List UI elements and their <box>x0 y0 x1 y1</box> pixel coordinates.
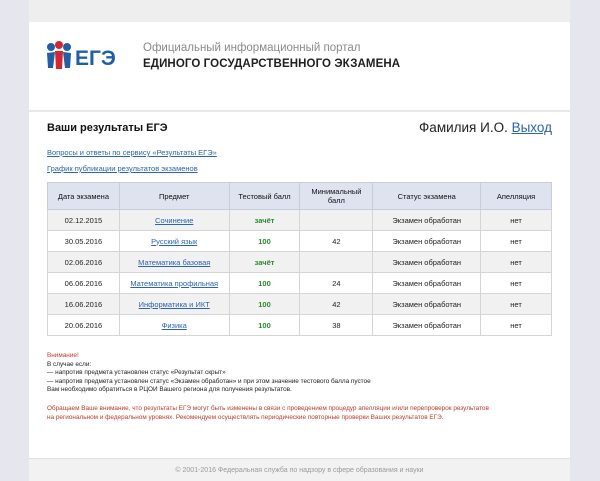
cell-appeal: нет <box>481 252 552 273</box>
cell-subject[interactable] <box>119 294 229 315</box>
cell-appeal: нет <box>481 273 552 294</box>
schedule-link[interactable]: График публикации результатов экзаменов <box>47 164 198 173</box>
table-row <box>48 273 552 294</box>
attention-notice <box>47 352 552 395</box>
cell-status: Экзамен обработан <box>373 315 481 336</box>
cell-subject[interactable] <box>119 252 229 273</box>
copyright-text: © 2001-2016 Федеральная служба по надзору в сфере образования и науки <box>175 467 424 474</box>
cell-date: 06.06.2016 <box>48 273 120 294</box>
results-table <box>47 182 552 336</box>
cell-subject[interactable] <box>119 210 229 231</box>
cell-subject[interactable] <box>119 273 229 294</box>
notice-line: В случае если: <box>47 360 92 368</box>
cell-date: 02.06.2016 <box>48 252 120 273</box>
notice-line: на региональном и федеральном уровнях. Рекомендуем осуществлять периодические повторные проверки Ваших результатов ЕГЭ. <box>47 414 444 422</box>
page-container <box>29 22 570 480</box>
cell-subject[interactable] <box>119 231 229 252</box>
cell-subject[interactable] <box>119 315 229 336</box>
cell-status: Экзамен обработан <box>373 252 481 273</box>
results-change-notice <box>47 404 552 422</box>
portal-subtitle: Официальный информационный портал <box>143 42 361 54</box>
subject-link[interactable]: Информатика и ИКТ <box>138 299 210 309</box>
cell-score: зачёт <box>229 252 300 273</box>
table-row <box>48 210 552 231</box>
cell-min-score: 38 <box>300 315 373 336</box>
table-row <box>48 315 552 336</box>
cell-appeal: нет <box>481 231 552 252</box>
header-status: Статус экзамена <box>373 183 481 210</box>
portal-title: ЕДИНОГО ГОСУДАРСТВЕННОГО ЭКЗАМЕНА <box>143 58 401 70</box>
cell-date: 02.12.2015 <box>48 210 120 231</box>
subject-link[interactable]: Математика базовая <box>138 257 211 267</box>
cell-min-score <box>300 252 373 273</box>
cell-date: 30.05.2016 <box>48 231 120 252</box>
header-appeal: Апелляция <box>481 183 552 210</box>
ege-logo-icon[interactable] <box>45 40 137 72</box>
user-name: Фамилия И.О. <box>419 120 508 135</box>
cell-min-score: 24 <box>300 273 373 294</box>
table-row <box>48 231 552 252</box>
site-header <box>29 22 570 112</box>
cell-status: Экзамен обработан <box>373 231 481 252</box>
cell-status: Экзамен обработан <box>373 210 481 231</box>
header-subject: Предмет <box>119 183 229 210</box>
table-header-row <box>48 183 552 210</box>
cell-min-score: 42 <box>300 294 373 315</box>
header-date: Дата экзамена <box>48 183 120 210</box>
cell-date: 16.06.2016 <box>48 294 120 315</box>
cell-score: 100 <box>229 294 300 315</box>
cell-appeal: нет <box>481 294 552 315</box>
subject-link[interactable]: Сочинение <box>155 215 194 225</box>
cell-min-score: 42 <box>300 231 373 252</box>
subject-link[interactable]: Математика профильная <box>130 278 219 288</box>
logout-link[interactable]: Выход <box>511 120 552 135</box>
notice-line: — напротив предмета установлен статус «Результат скрыт» <box>47 369 226 377</box>
logo-text: ЕГЭ <box>75 47 116 70</box>
cell-score: 100 <box>229 315 300 336</box>
cell-score: зачёт <box>229 210 300 231</box>
header-test-score: Тестовый балл <box>229 183 300 210</box>
faq-link[interactable]: Вопросы и ответы по сервису «Результаты ЕГЭ» <box>47 148 217 157</box>
notice-line: — напротив предмета установлен статус «Экзамен обработан» и при этом значение тестового балла пустое <box>47 377 371 385</box>
table-row <box>48 294 552 315</box>
site-footer <box>29 458 570 481</box>
top-strip <box>29 0 570 23</box>
cell-appeal: нет <box>481 210 552 231</box>
notice-line: Вам необходимо обратиться в РЦОИ Вашего региона для получения результатов. <box>47 386 292 394</box>
subject-link[interactable]: Русский язык <box>151 236 198 246</box>
cell-min-score <box>300 210 373 231</box>
notice-line: Обращаем Ваше внимание, что результаты ЕГЭ могут быть изменены в связи с проведением процедур апелляции и/или перепроверок результатов <box>47 405 489 412</box>
subject-link[interactable]: Физика <box>161 320 187 330</box>
user-box <box>419 120 552 135</box>
table-row <box>48 252 552 273</box>
attention-label: Внимание! <box>47 352 79 359</box>
cell-status: Экзамен обработан <box>373 273 481 294</box>
cell-score: 100 <box>229 273 300 294</box>
cell-status: Экзамен обработан <box>373 294 481 315</box>
header-min-score: Минимальный балл <box>300 183 373 210</box>
cell-date: 20.06.2016 <box>48 315 120 336</box>
cell-score: 100 <box>229 231 300 252</box>
page-title: Ваши результаты ЕГЭ <box>47 122 168 134</box>
cell-appeal: нет <box>481 315 552 336</box>
